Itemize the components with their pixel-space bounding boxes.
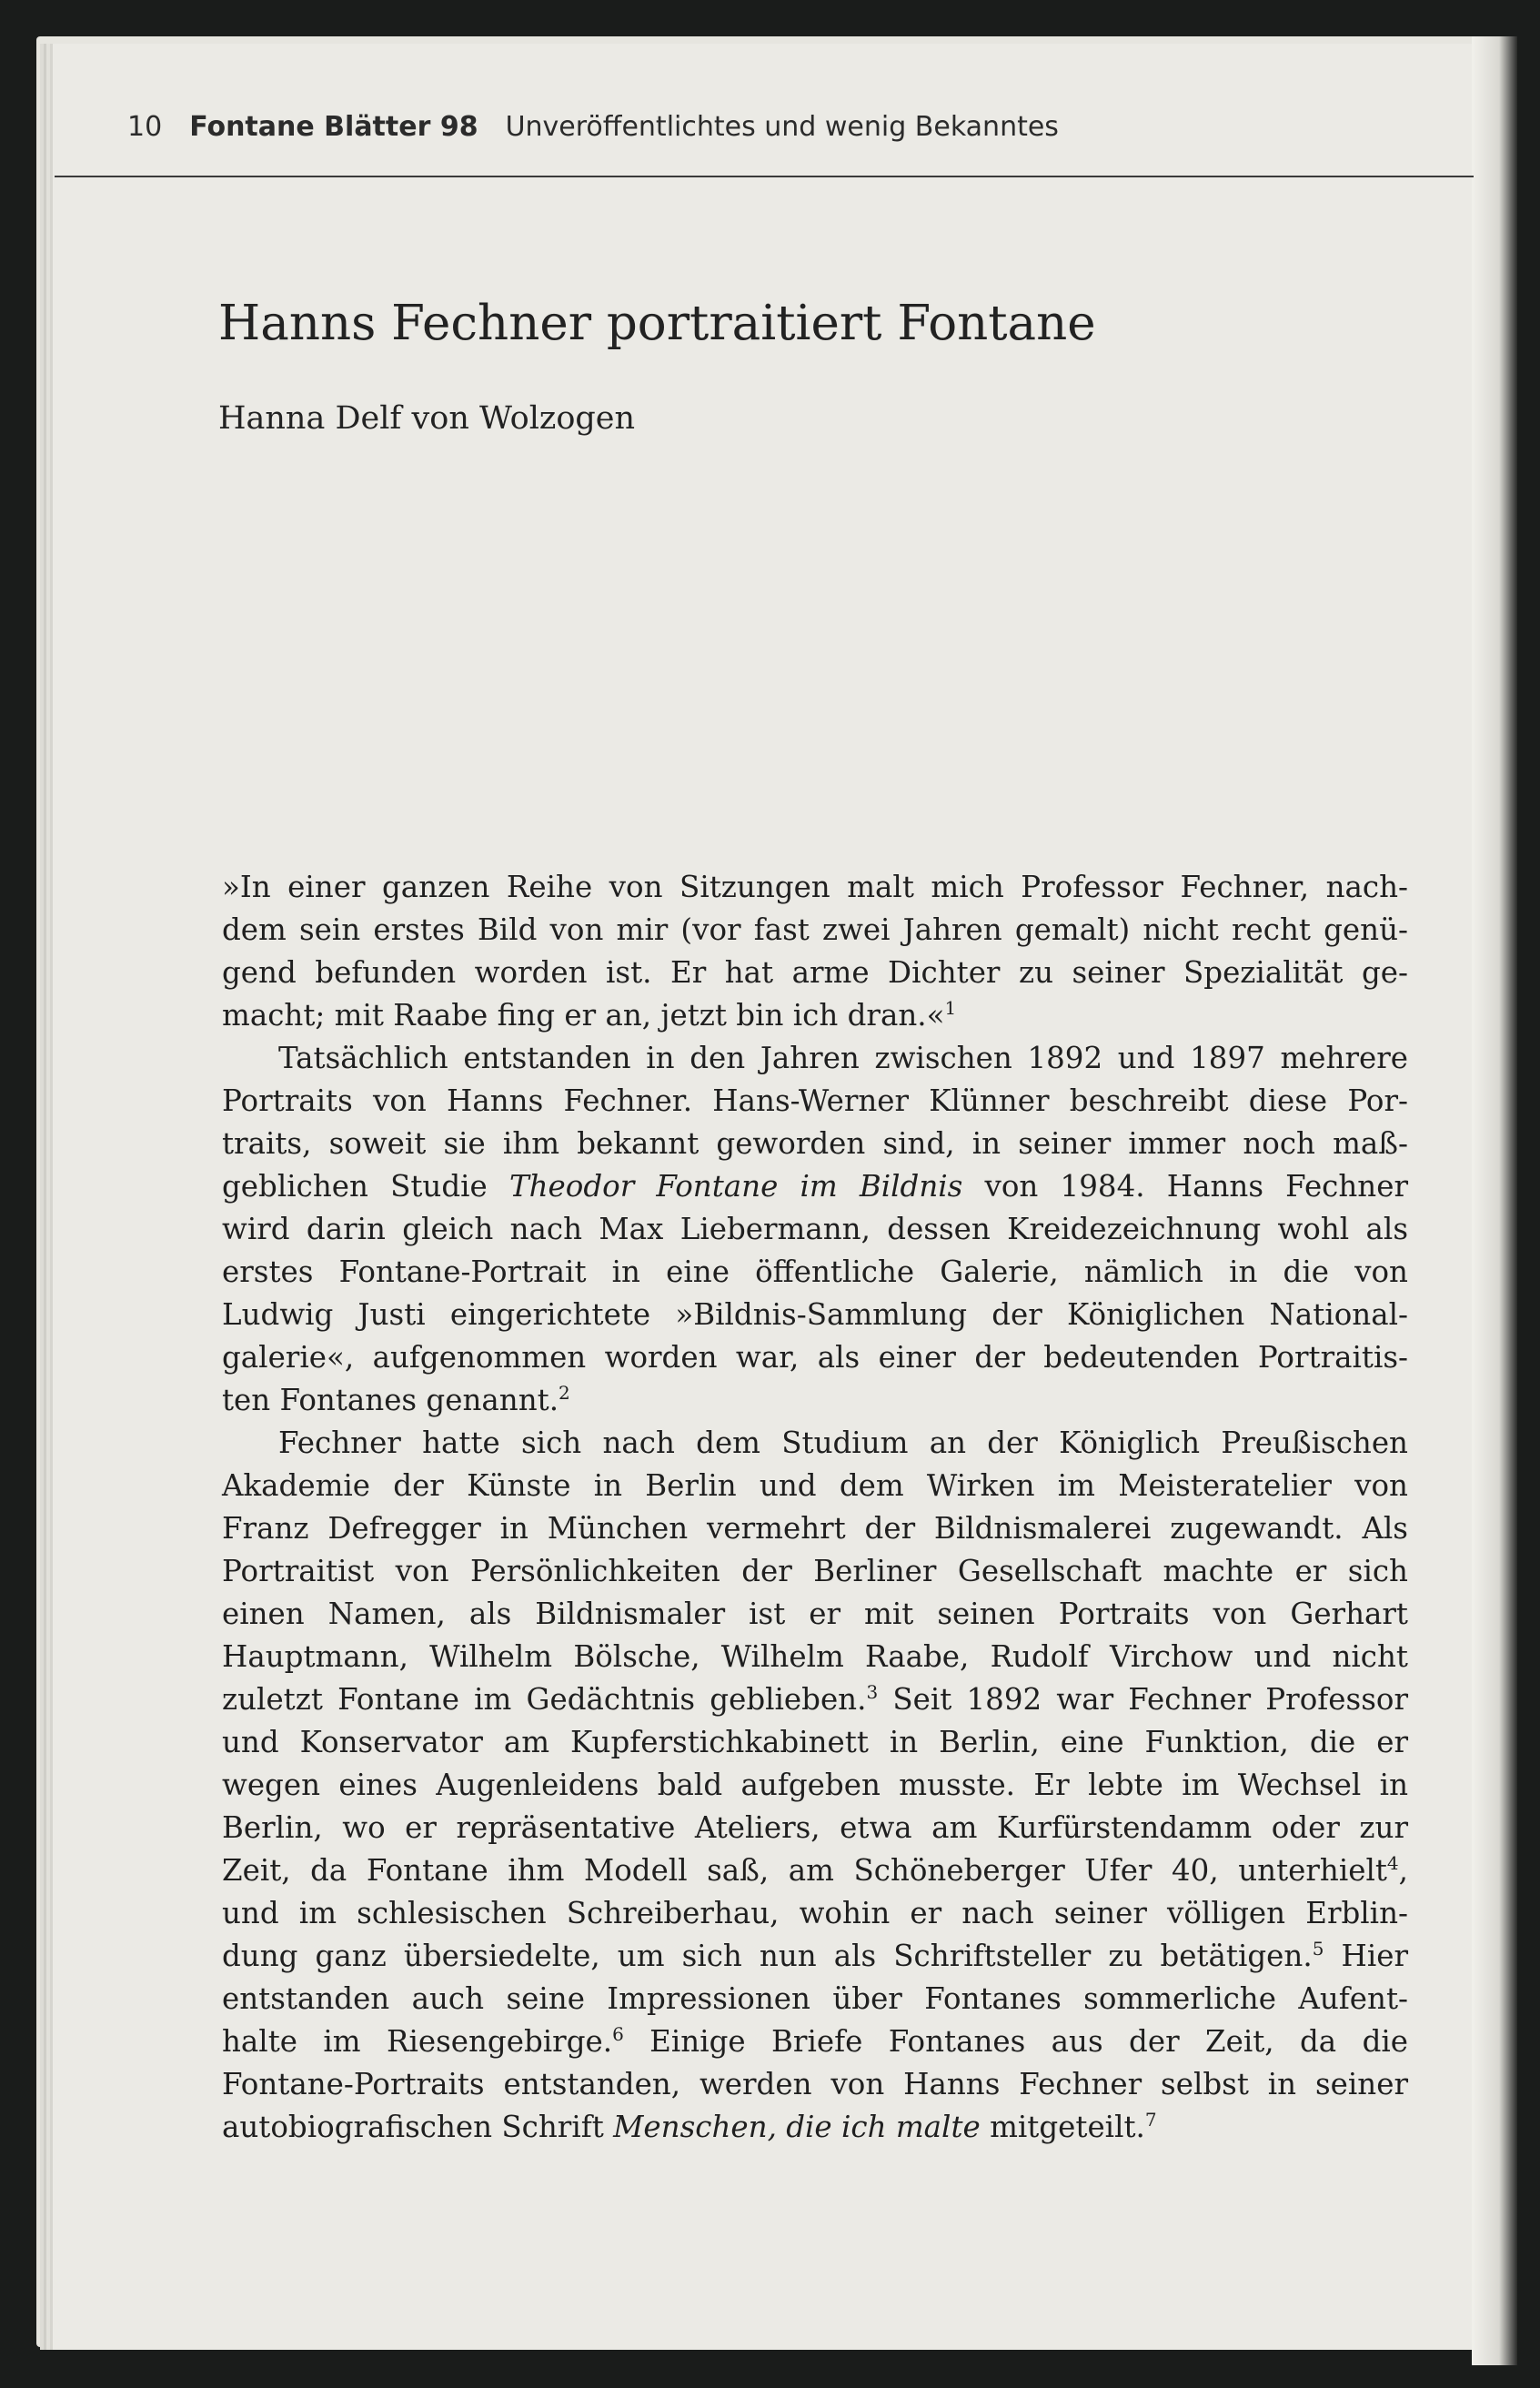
- body-line: einen Namen, als Bildnismaler ist er mit seinen Portraits von Gerhart: [222, 1597, 1408, 1631]
- body-line: und Konservator am Kupferstichkabinett in Berlin, eine Funktion, die er: [222, 1725, 1408, 1759]
- article-title: Hanns Fechner portraitiert Fontane: [218, 296, 1096, 351]
- body-line: geblichen Studie Theodor Fontane im Bildnis von 1984. Hanns Fechner: [222, 1169, 1409, 1204]
- body-line: dung ganz übersiedelte, um sich nun als Schriftsteller zu betätigen.$^5$ Hier: [222, 1938, 1409, 1973]
- body-line: Fontane-Portraits entstanden, werden von Hanns Fechner selbst in seiner: [222, 2067, 1408, 2101]
- page-number: 10: [127, 111, 163, 143]
- footnote-ref: 6: [612, 2023, 624, 2046]
- body-line: halte im Riesengebirge.$^6$ Einige Briefe Fontanes aus der Zeit, da die: [222, 2023, 1408, 2059]
- body-line: traits, soweit sie ihm bekannt geworden sind, in seiner immer noch maß-: [222, 1126, 1408, 1161]
- header-rule: [55, 176, 1474, 177]
- book-edge: [1472, 36, 1517, 2365]
- footnote-ref: 3: [866, 1681, 879, 1704]
- footnote-ref: 1: [944, 997, 957, 1020]
- body-line: erstes Fontane-Portrait in eine öffentliche Galerie, nämlich in die von: [222, 1254, 1408, 1289]
- book-title: Menschen, die ich malte: [613, 2110, 981, 2144]
- body-line: autobiografischen Schrift Menschen, die ich malte mitgeteilt.$^7$: [222, 2109, 1157, 2144]
- footnote-ref: 2: [559, 1382, 570, 1405]
- body-line: Franz Defregger in München vermehrt der Bildnismalerei zugewandt. Als: [222, 1511, 1408, 1546]
- article-author: Hanna Delf von Wolzogen: [218, 400, 636, 437]
- body-line: Berlin, wo er repräsentative Ateliers, etwa am Kurfürstendamm oder zur: [222, 1810, 1408, 1845]
- body-line: zuletzt Fontane im Gedächtnis geblieben.$^3$ Seit 1892 war Fechner Professor: [222, 1681, 1408, 1717]
- body-line: dem sein erstes Bild von mir (vor fast zwei Jahren gemalt) nicht recht genü-: [222, 912, 1408, 947]
- body-line: Portraits von Hanns Fechner. Hans-Werner Klünner beschreibt diese Por-: [222, 1083, 1408, 1118]
- body-line: macht; mit Raabe fing er an, jetzt bin ich dran.«$^1$: [222, 997, 957, 1033]
- body-line: Zeit, da Fontane ihm Modell saß, am Schöneberger Ufer 40, unterhielt$^4$,: [222, 1852, 1408, 1888]
- body-line: Portraitist von Persönlichkeiten der Berliner Gesellschaft machte er sich: [222, 1554, 1408, 1588]
- body-line: galerie«, aufgenommen worden war, als einer der bedeutenden Portraitis-: [222, 1340, 1408, 1375]
- journal-title: Fontane Blätter 98: [189, 111, 478, 143]
- running-header: [127, 111, 1059, 147]
- body-line: wird darin gleich nach Max Liebermann, dessen Kreidezeichnung wohl als: [222, 1212, 1408, 1246]
- body-line: wegen eines Augenleidens bald aufgeben musste. Er lebte im Wechsel in: [222, 1768, 1408, 1802]
- article-body: [222, 866, 1408, 2149]
- section-title: Unveröffentlichtes und wenig Bekanntes: [505, 111, 1059, 143]
- body-line: gend befunden worden ist. Er hat arme Dichter zu seiner Spezialität ge-: [222, 955, 1408, 990]
- body-line: »In einer ganzen Reihe von Sitzungen malt mich Professor Fechner, nach-: [222, 870, 1408, 904]
- footnote-ref: 4: [1386, 1852, 1399, 1875]
- body-line: Akademie der Künste in Berlin und dem Wirken im Meisteratelier von: [222, 1468, 1408, 1503]
- body-line: Fechner hatte sich nach dem Studium an der Königlich Preußischen: [278, 1426, 1408, 1460]
- body-line: Hauptmann, Wilhelm Bölsche, Wilhelm Raabe, Rudolf Virchow und nicht: [222, 1639, 1408, 1674]
- body-line: Tatsächlich entstanden in den Jahren zwischen 1892 und 1897 mehrere: [278, 1041, 1408, 1075]
- body-line: ten Fontanes genannt.$^2$: [222, 1382, 570, 1417]
- footnote-ref: 7: [1144, 2109, 1157, 2131]
- footnote-ref: 5: [1312, 1938, 1324, 1960]
- body-line: Ludwig Justi eingerichtete »Bildnis-Sammlung der Königlichen National-: [222, 1297, 1408, 1332]
- body-line: und im schlesischen Schreiberhau, wohin er nach seiner völligen Erblin-: [222, 1896, 1408, 1930]
- book-title: Theodor Fontane im Bildnis: [508, 1169, 963, 1204]
- body-line: entstanden auch seine Impressionen über Fontanes sommerliche Aufent-: [222, 1981, 1408, 2016]
